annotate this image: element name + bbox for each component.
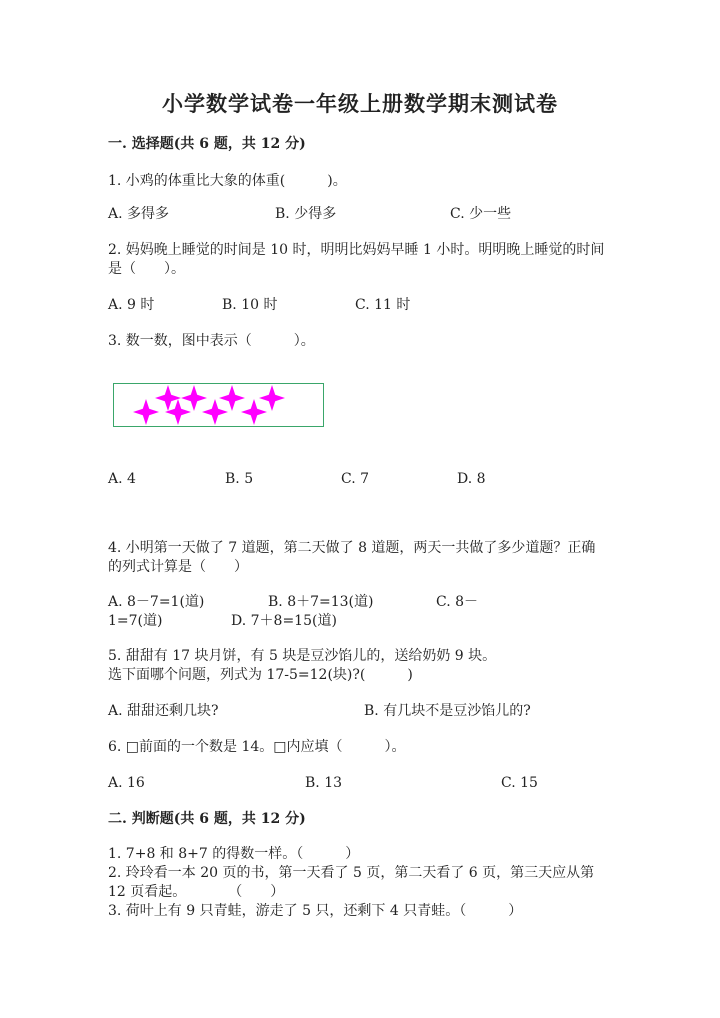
question-2-stem-line1: 2. 妈妈晚上睡觉的时间是 10 时，明明比妈妈早睡 1 小时。明明晚上睡觉的时间 (108, 242, 605, 258)
question-4-option-d[interactable]: D. 7＋8=15(道) (231, 613, 337, 629)
star-count-figure (113, 383, 324, 427)
question-3-option-d[interactable]: D. 8 (457, 471, 486, 487)
question-1-option-b[interactable]: B. 少得多 (275, 206, 337, 222)
question-6-option-c[interactable]: C. 15 (501, 775, 538, 791)
question-4-stem-line2: 的列式计算是（ ） (108, 559, 248, 575)
question-4-option-c[interactable]: C. 8－ (436, 594, 479, 610)
question-1-option-a[interactable]: A. 多得多 (108, 206, 170, 222)
section-heading-judgement: 二. 判断题(共 6 题，共 12 分) (108, 811, 306, 827)
question-2-stem-line2: 是（ ）。 (108, 261, 185, 277)
judgement-2-line1: 2. 玲玲看一本 20 页的书，第一天看了 5 页，第二天看了 6 页，第三天应从第 (108, 865, 595, 881)
question-5-option-a[interactable]: A. 甜甜还剩几块? (108, 703, 219, 719)
question-6-option-a[interactable]: A. 16 (108, 775, 145, 791)
judgement-1: 1. 7+8 和 8+7 的得数一样。（ ） (108, 846, 360, 862)
question-3-option-b[interactable]: B. 5 (225, 471, 254, 487)
judgement-3: 3. 荷叶上有 9 只青蛙，游走了 5 只，还剩下 4 只青蛙。（ ） (108, 903, 523, 919)
question-2-option-c[interactable]: C. 11 时 (355, 297, 411, 313)
question-2-option-b[interactable]: B. 10 时 (222, 297, 278, 313)
question-3-stem: 3. 数一数，图中表示（ ）。 (108, 333, 315, 349)
question-2-option-a[interactable]: A. 9 时 (108, 297, 155, 313)
question-1-stem: 1. 小鸡的体重比大象的体重( )。 (108, 173, 347, 189)
question-6-option-b[interactable]: B. 13 (305, 775, 343, 791)
star-icon (181, 385, 207, 411)
question-3-option-a[interactable]: A. 4 (108, 471, 136, 487)
star-icon (219, 385, 245, 411)
question-6-stem: 6. □前面的一个数是 14。□内应填（ ）。 (108, 739, 406, 755)
question-5-stem-line1: 5. 甜甜有 17 块月饼，有 5 块是豆沙馅儿的，送给奶奶 9 块。 (108, 648, 497, 664)
star-icon (241, 399, 267, 425)
question-4-stem-line1: 4. 小明第一天做了 7 道题，第二天做了 8 道题，两天一共做了多少道题？正确 (108, 540, 596, 556)
star-icon (259, 385, 285, 411)
question-5-option-b[interactable]: B. 有几块不是豆沙馅儿的? (364, 703, 531, 719)
stars-graphic (114, 384, 325, 428)
section-heading-choice: 一. 选择题(共 6 题，共 12 分) (108, 136, 306, 152)
question-4-option-c-continued: 1=7(道) (108, 613, 163, 629)
question-4-option-b[interactable]: B. 8＋7=13(道) (268, 594, 374, 610)
star-icon (202, 399, 228, 425)
question-3-option-c[interactable]: C. 7 (341, 471, 370, 487)
star-icon (133, 399, 159, 425)
question-1-option-c[interactable]: C. 少一些 (450, 206, 512, 222)
question-4-option-a[interactable]: A. 8－7=1(道) (108, 594, 205, 610)
question-5-stem-line2: 选下面哪个问题，列式为 17-5=12(块)?( ) (108, 667, 413, 683)
page-title: 小学数学试卷一年级上册数学期末测试卷 (162, 91, 558, 116)
judgement-2-line2: 12 页看起。 （ ） (108, 884, 285, 900)
